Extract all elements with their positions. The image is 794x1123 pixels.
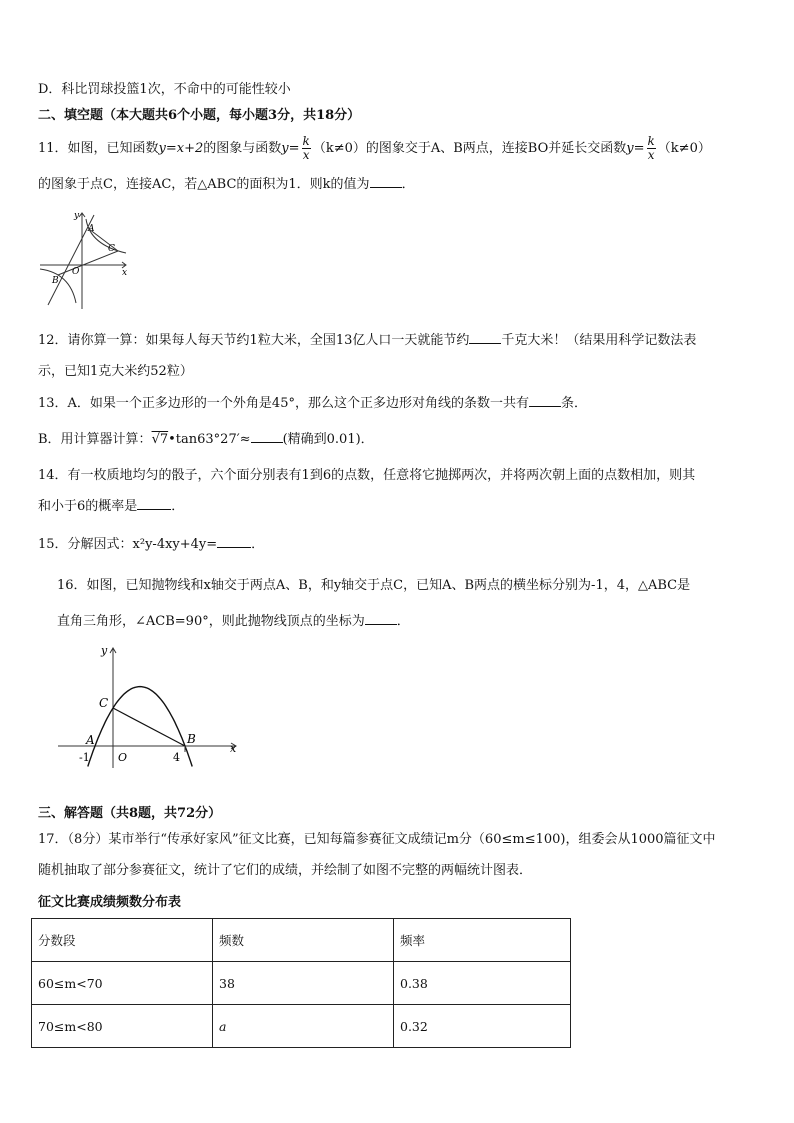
section-solve-heading: 三、解答题（共8题，共72分） — [38, 806, 222, 821]
q13a-text-end: 条． — [560, 396, 587, 411]
q11-label-x: x — [122, 268, 128, 278]
answer-blank[interactable] — [217, 547, 251, 548]
q11-fraction-2-denominator: x — [647, 148, 655, 162]
q11-fraction-denominator: x — [302, 148, 310, 162]
q16-label-neg1: -1 — [79, 751, 90, 764]
figure-q11-graph — [36, 205, 132, 315]
q16-label-b: B — [187, 732, 196, 746]
table-header-row — [32, 919, 571, 962]
question-13a — [38, 395, 587, 413]
q16-text: 直角三角形，∠ACB=90°，则此抛物线顶点的坐标为 — [57, 614, 365, 629]
frequency-table — [31, 918, 571, 1048]
question-12-line-1 — [38, 332, 696, 350]
question-16-line-1: 16．如图，已知抛物线和x轴交于两点A、B，和y轴交于点C，已知A、B两点的横坐标分别为-1，4，△ABC是 — [57, 578, 691, 593]
question-12-line-2: 示，已知1克大米约52粒） — [38, 364, 193, 379]
answer-blank[interactable] — [370, 187, 402, 188]
q16-label-y: y — [101, 644, 108, 657]
q16-label-a: A — [86, 733, 95, 747]
q11-line-bc — [58, 251, 118, 275]
table-cell: 0.38 — [394, 962, 571, 1005]
figure-q16-parabola — [56, 640, 246, 770]
answer-blank[interactable] — [469, 343, 501, 344]
q11-text-c: （k≠0）的图象交于A、B两点，连接BO并延长交函数 — [312, 141, 627, 156]
section-fill-in-heading: 二、填空题（本大题共6个小题，每小题3分，共18分） — [38, 108, 361, 123]
table-title: 征文比赛成绩频数分布表 — [38, 895, 182, 910]
question-15: 15．分解因式：x²y-4xy+4y= ． — [38, 537, 265, 552]
answer-blank[interactable] — [529, 406, 561, 407]
question-14-line-1: 14．有一枚质地均匀的骰子，六个面分别表有1到6的点数，任意将它抛掷两次，并将两次朝上面的点数相加，则其 — [38, 468, 696, 483]
q11-y-2: y= — [626, 141, 645, 156]
q13a-text: 13．A．如果一个正多边形的一个外角是45°，那么这个正多边形对角线的条数一共有 — [38, 396, 529, 411]
q12-text-a: 12．请你算一算：如果每人每天节约1粒大米，全国13亿人口一天就能节约 — [38, 333, 470, 348]
table-cell: 70≤m<80 — [32, 1005, 213, 1048]
option-d: D．科比罚球投篮1次，不命中的可能性较小 — [38, 82, 291, 97]
table-row — [32, 962, 571, 1005]
q13b-text: B．用计算器计算： — [38, 432, 152, 447]
table-header-cell: 分数段 — [32, 919, 213, 962]
q11-label-b: B — [52, 276, 59, 286]
q11-fraction — [302, 135, 311, 162]
q14-text: 和小于6的概率是 — [38, 499, 138, 514]
q11-label-o: O — [72, 267, 80, 277]
table-cell: 0.32 — [394, 1005, 571, 1048]
q16-label-x: x — [230, 742, 237, 755]
question-17-line-2: 随机抽取了部分参赛征文，统计了它们的成绩，并绘制了如图不完整的两幅统计图表． — [38, 863, 533, 878]
q11-text-d: （k≠0） — [657, 141, 711, 156]
table-header-cell: 频率 — [394, 919, 571, 962]
q16-label-c: C — [99, 696, 109, 710]
table-cell: 60≤m<70 — [32, 962, 213, 1005]
q11-fraction-2-numerator: k — [647, 134, 655, 148]
question-16-line-2: 直角三角形，∠ACB=90°，则此抛物线顶点的坐标为 ． — [57, 614, 410, 629]
q13b-sqrt: √7 — [151, 432, 169, 447]
table-cell: 38 — [213, 962, 394, 1005]
q11-text-b: 的图象与函数 — [203, 141, 282, 156]
q11-fraction-2 — [647, 135, 656, 162]
q16-line-cb — [113, 708, 185, 746]
answer-blank[interactable] — [365, 624, 397, 625]
question-13b — [38, 431, 374, 449]
question-11-line-2: 的图象于点C，连接AC，若△ABC的面积为1．则k的值为 ． — [38, 177, 415, 192]
q15-text: 15．分解因式：x²y-4xy+4y= — [38, 537, 218, 552]
q11-fraction-numerator: k — [302, 134, 310, 148]
q13b-text-end: (精确到0.01)． — [282, 432, 374, 447]
question-11-line-1 — [38, 132, 711, 166]
q12-text-b: 千克大米！（结果用科学记数法表 — [501, 333, 697, 348]
answer-blank[interactable] — [251, 442, 283, 443]
question-17-line-1: 17．（8分）某市举行“传承好家风”征文比赛，已知每篇参赛征文成绩记m分（60≤m≤100)，组委会从1000篇征文中 — [38, 832, 716, 847]
q11-label-a: A — [88, 224, 95, 234]
table-cell: a — [213, 1005, 394, 1048]
q11-text-a: 11．如图，已知函数 — [38, 141, 159, 156]
q16-label-o: O — [118, 751, 128, 764]
q11-label-y: y — [74, 211, 80, 221]
q11-label-c: C — [108, 244, 115, 254]
q11-linear-function: y=x+2 — [158, 141, 204, 156]
q11-text-e: 的图象于点C，连接AC，若△ABC的面积为1．则k的值为 — [38, 177, 370, 192]
q13b-tan: •tan63°27′≈ — [168, 432, 251, 447]
answer-blank[interactable] — [137, 509, 171, 510]
q11-y: y= — [281, 141, 300, 156]
question-14-line-2: 和小于6的概率是 ． — [38, 499, 185, 514]
table-row — [32, 1005, 571, 1048]
q16-label-4: 4 — [173, 751, 180, 764]
table-header-cell: 频数 — [213, 919, 394, 962]
